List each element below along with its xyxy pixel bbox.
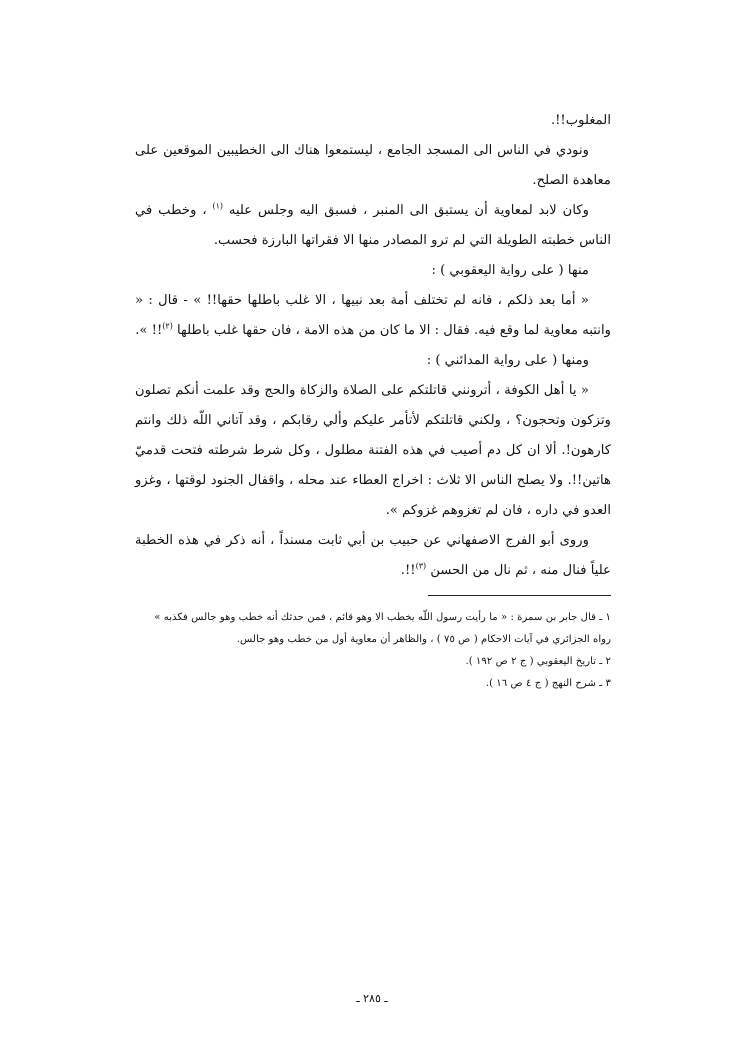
- footnote-reference: (٣): [415, 561, 427, 571]
- footnote-divider: [428, 595, 611, 596]
- paragraph: [135, 196, 611, 256]
- main-text: [135, 106, 611, 586]
- paragraph-text: ، وخطب في الناس خطبته الطويلة التي لم ترو المصادر منها الا فقراتها البارزة فحسب.: [135, 203, 611, 248]
- paragraph-text: !!.: [400, 563, 416, 578]
- page-number: ـ ٢٨٥ ـ: [356, 992, 388, 1005]
- footnote-item: ١ ـ قال جابر بن سمرة : « ما رأيت رسول اللّه يخطب الا وهو قائم ، فمن حدثك أنه خطب وهو جالس فكذبه »: [154, 612, 611, 623]
- footnotes: [135, 607, 611, 695]
- paragraph: [135, 286, 611, 346]
- paragraph-text: منها ( على رواية اليعقوبي ) :: [431, 263, 589, 278]
- footnote-item: رواه الجزائري في آيات الاحكام ( ص ٧٥ ) ، والظاهر أن معاوية أول من خطب وهو جالس.: [236, 634, 611, 645]
- paragraph: [135, 136, 611, 196]
- paragraph: [135, 106, 611, 136]
- footnote-item: ٣ ـ شرح النهج ( ج ٤ ص ١٦ ).: [485, 678, 611, 689]
- paragraph: [135, 376, 611, 526]
- paragraph: [135, 526, 611, 586]
- paragraph-text: ومنها ( على رواية المدائني ) :: [426, 353, 589, 368]
- paragraph-text: وكان لابد لمعاوية أن يستبق الى المنبر ، فسبق اليه وجلس عليه: [228, 203, 589, 218]
- paragraph-text: « يا أهل الكوفة ، أترونني قاتلتكم على الصلاة والزكاة والحج وقد علمت أنكم تصلون وتزكون وتحجون؟ ، ولكني قاتلتكم لأتأمر عليكم وألي رقابكم ، وقد آتاني اللّه ذلك وانتم كارهون!. ألا ان كل دم أصيب في هذه الفتنة مطلول ، وكل شرط شرطته فتحت قدميّ هاتين!!. ولا يصلح الناس الا ثلاث : اخراج العطاء عند محله ، واقفال الجنود لوقتها ، وغزو العدو في داره ، فان لم تغزوهم غزوكم ».: [135, 383, 611, 518]
- footnote-item: ٢ ـ تاريخ اليعقوبي ( ج ٢ ص ١٩٢ ).: [465, 656, 611, 667]
- paragraph-text: وروى أبو الفرج الاصفهاني عن حبيب بن أبي ثابت مسنداً ، أنه ذكر في هذه الخطبة علياً فنال منه ، ثم نال من الحسن: [135, 533, 611, 578]
- paragraph-text: المغلوب!!.: [550, 113, 611, 128]
- footnote-reference: (٢): [162, 321, 173, 331]
- paragraph-text: « أما بعد ذلكم ، فانه لم تختلف أمة بعد نبيها ، الا غلب باطلها حقها!! » - قال : « وانتبه معاوية لما وقع فيه. فقال : الا ما كان من هذه الامة ، فان حقها غلب باطلها: [135, 293, 611, 338]
- footnote-reference: (١): [212, 201, 223, 211]
- paragraph: [135, 256, 611, 286]
- paragraph-text: ونودي في الناس الى المسجد الجامع ، ليستمعوا هناك الى الخطيبين الموقعين على معاهدة الصلح.: [135, 143, 611, 188]
- paragraph-text: !! ».: [135, 323, 163, 338]
- paragraph: [135, 346, 611, 376]
